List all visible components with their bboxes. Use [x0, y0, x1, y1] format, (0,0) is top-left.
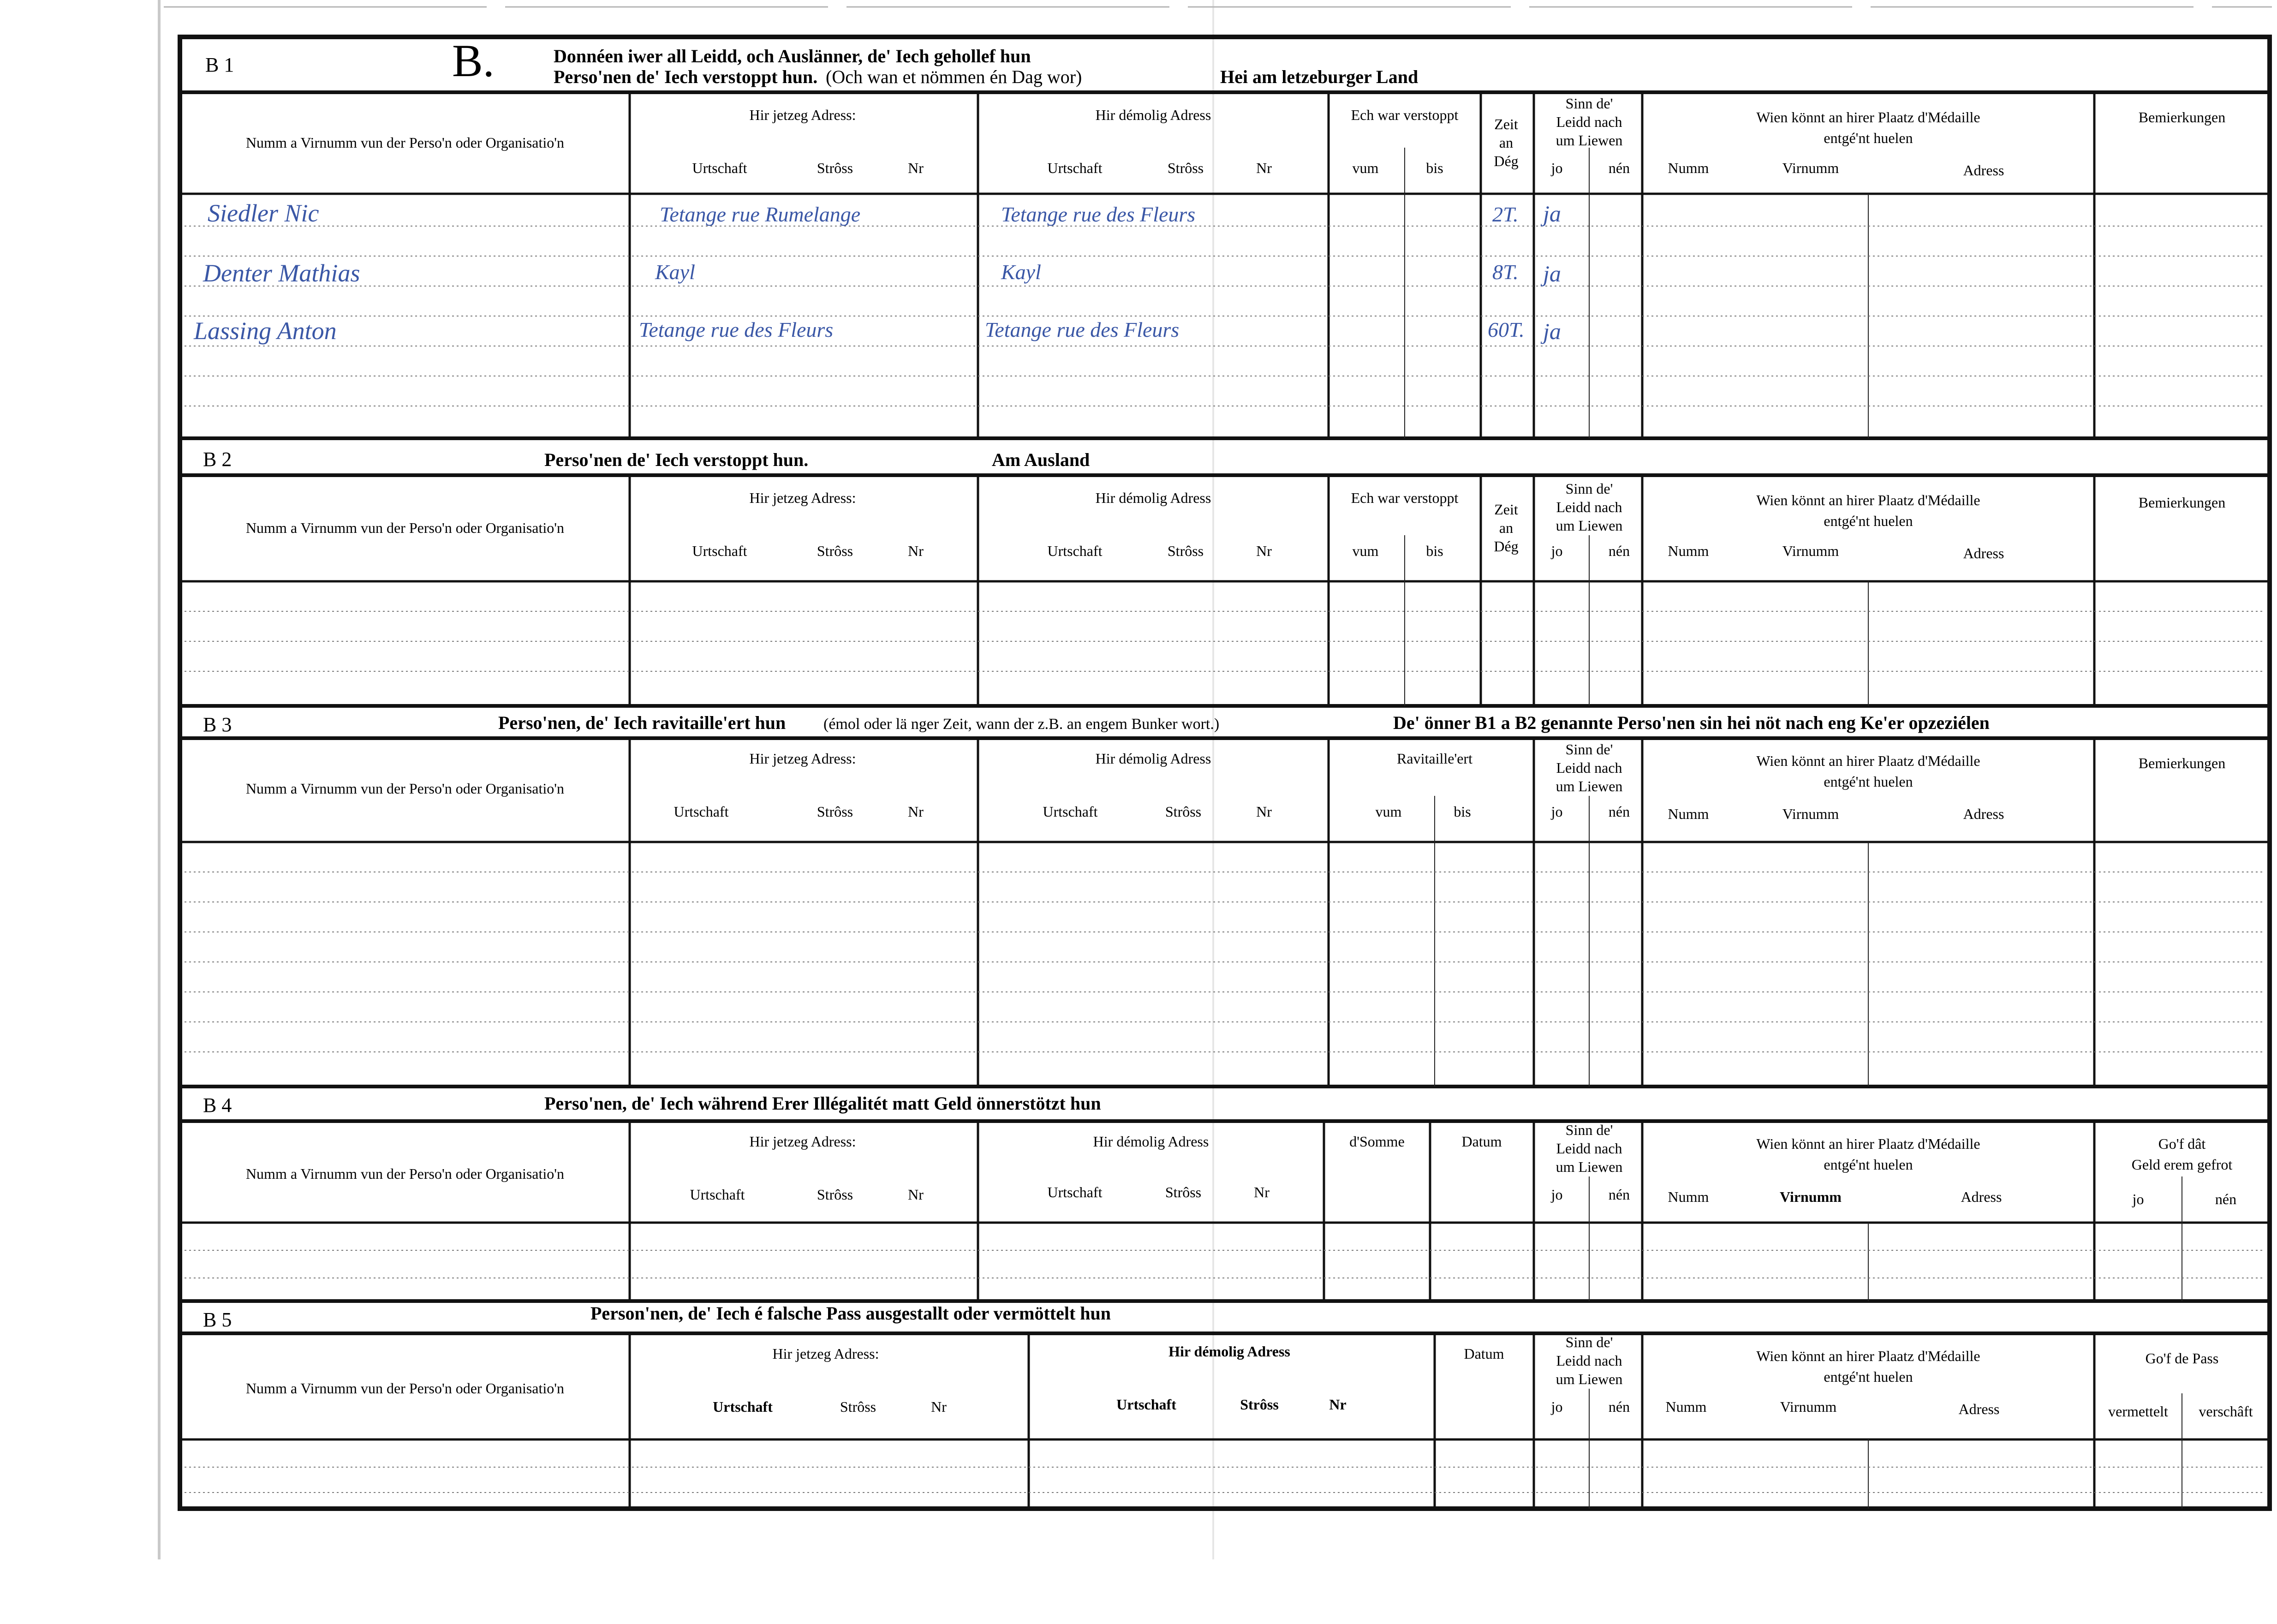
- b1-row1-alive: ja: [1543, 201, 1561, 227]
- b2-sinn-header-2: Leidd nach: [1556, 499, 1622, 515]
- b5-datum-header: Datum: [1464, 1345, 1504, 1362]
- b4-medal-header-2: entgé'nt huelen: [1824, 1156, 1913, 1173]
- b1-section-letter: B.: [452, 35, 495, 86]
- b4-name-header: Numm a Virnumm vun der Perso'n oder Organisatio'n: [245, 1165, 565, 1182]
- b3-adress-header: Adress: [1963, 806, 2004, 822]
- b3-numm-header: Numm: [1668, 806, 1709, 822]
- b5-sinn-header-2: Leidd nach: [1556, 1352, 1622, 1369]
- b1-row1-zeit: 2T.: [1492, 203, 1519, 226]
- b1-title-line2: Perso'nen de' Iech verstoppt hun.: [554, 66, 818, 87]
- b4-former-nr-header: Nr: [1254, 1184, 1270, 1200]
- b5-virnumm-header: Virnumm: [1780, 1398, 1837, 1415]
- b5-pass-verschaft-header: verschâft: [2199, 1403, 2253, 1420]
- b3-medal-header-1: Wien könnt an hirer Plaatz d'Médaille: [1756, 752, 1980, 769]
- b3-ravit-header: Ravitaille'ert: [1397, 750, 1472, 767]
- b4-medal-header-1: Wien könnt an hirer Plaatz d'Médaille: [1756, 1135, 1980, 1152]
- b2-remarks-header: Bemierkungen: [2138, 494, 2226, 511]
- b2-nen-header: nén: [1608, 543, 1630, 559]
- b2-adress-header: Adress: [1963, 545, 2004, 561]
- b3-sinn-header-2: Leidd nach: [1556, 759, 1622, 776]
- b5-current-address-header: Hir jetzeg Adress:: [772, 1345, 879, 1362]
- b2-zeit-header-3: Dég: [1494, 538, 1519, 555]
- b4-nen-header: nén: [1608, 1186, 1630, 1203]
- b3-former-strooss-header: Strôss: [1165, 803, 1202, 820]
- b5-name-header: Numm a Virnumm vun der Perso'n oder Organisatio'n: [245, 1380, 565, 1397]
- b2-vum-header: vum: [1352, 543, 1379, 559]
- b2-urtschaft-header: Urtschaft: [692, 543, 747, 559]
- b3-bis-header: bis: [1454, 803, 1471, 820]
- b3-former-nr-header: Nr: [1256, 803, 1272, 820]
- b1-name-header: Numm a Virnumm vun der Perso'n oder Organisatio'n: [245, 134, 565, 151]
- b5-medal-header-1: Wien könnt an hirer Plaatz d'Médaille: [1756, 1348, 1980, 1364]
- b1-zeit-header-3: Dég: [1494, 153, 1519, 169]
- b5-adress-header: Adress: [1958, 1401, 2000, 1417]
- b1-row2-former: Kayl: [1001, 260, 1041, 284]
- b4-numm-header: Numm: [1668, 1188, 1709, 1205]
- b4-former-address-header: Hir démolig Adress: [1093, 1133, 1209, 1150]
- b1-hidden-header: Ech war verstoppt: [1351, 107, 1459, 123]
- b5-former-urtschaft-header: Urtschaft: [1116, 1396, 1176, 1413]
- b4-former-urtschaft-header: Urtschaft: [1047, 1184, 1103, 1200]
- b2-former-nr-header: Nr: [1256, 543, 1272, 559]
- b3-former-address-header: Hir démolig Adress: [1095, 750, 1211, 767]
- b1-vum-header: vum: [1352, 160, 1379, 176]
- b3-name-header: Numm a Virnumm vun der Perso'n oder Organisatio'n: [245, 780, 565, 797]
- b2-zeit-header-1: Zeit: [1494, 501, 1518, 518]
- b2-bis-header: bis: [1426, 543, 1443, 559]
- b5-title: Person'nen, de' Iech é falsche Pass ausgestallt oder vermöttelt hun: [590, 1303, 1111, 1324]
- b4-gof-header-2: Geld erem gefrot: [2131, 1156, 2233, 1173]
- b2-sinn-header-3: um Liewen: [1556, 517, 1623, 534]
- b2-strooss-header: Strôss: [817, 543, 853, 559]
- b5-nr-header: Nr: [931, 1398, 947, 1415]
- b1-zeit-header-1: Zeit: [1494, 116, 1518, 132]
- b1-row1-former: Tetange rue des Fleurs: [1001, 203, 1196, 226]
- b1-strooss-header: Strôss: [817, 160, 853, 176]
- b4-datum-header: Datum: [1461, 1133, 1502, 1150]
- b5-sinn-header-3: um Liewen: [1556, 1371, 1623, 1387]
- b4-current-address-header: Hir jetzeg Adress:: [749, 1133, 856, 1150]
- b2-former-address-header: Hir démolig Adress: [1095, 490, 1211, 506]
- b2-current-address-header: Hir jetzeg Adress:: [749, 490, 856, 506]
- b1-row2-zeit: 8T.: [1492, 260, 1519, 284]
- b1-row3-current: Tetange rue des Fleurs: [639, 318, 834, 341]
- b4-sinn-header-3: um Liewen: [1556, 1158, 1623, 1175]
- b2-sinn-header-1: Sinn de': [1565, 480, 1613, 497]
- b1-row1-name: Siedler Nic: [208, 199, 319, 227]
- b1-title-extra: (Och wan et nömmen én Dag wor): [826, 66, 1082, 87]
- b1-zeit-header-2: an: [1499, 134, 1514, 151]
- b4-nr-header: Nr: [908, 1186, 924, 1203]
- b2-section-code: B 2: [203, 448, 232, 471]
- b3-current-address-header: Hir jetzeg Adress:: [749, 750, 856, 767]
- b5-former-address-header: Hir démolig Adress: [1168, 1343, 1290, 1360]
- b5-pass-vermettelt-header: vermettelt: [2108, 1403, 2168, 1420]
- b4-former-strooss-header: Strôss: [1165, 1184, 1202, 1200]
- b4-gof-nen-header: nén: [2215, 1191, 2237, 1207]
- b1-row2-name: Denter Mathias: [203, 259, 360, 287]
- b4-urtschaft-header: Urtschaft: [690, 1186, 745, 1203]
- b1-row3-former: Tetange rue des Fleurs: [985, 318, 1180, 341]
- b3-sinn-header-1: Sinn de': [1565, 741, 1613, 758]
- b1-section-code: B 1: [205, 54, 234, 76]
- b2-jo-header: jo: [1551, 543, 1563, 559]
- b2-nr-header: Nr: [908, 543, 924, 559]
- b4-strooss-header: Strôss: [817, 1186, 853, 1203]
- b2-former-urtschaft-header: Urtschaft: [1047, 543, 1103, 559]
- b2-zeit-header-2: an: [1499, 519, 1514, 536]
- b4-title: Perso'nen, de' Iech während Erer Illégalitét matt Geld önnerstötzt hun: [544, 1093, 1101, 1114]
- b4-adress-header: Adress: [1961, 1188, 2002, 1205]
- b3-virnumm-header: Virnumm: [1782, 806, 1839, 822]
- b1-title-place: Hei am letzeburger Land: [1220, 66, 1419, 87]
- b1-sinn-header-2: Leidd nach: [1556, 113, 1622, 130]
- b1-sinn-header-1: Sinn de': [1565, 95, 1613, 112]
- b5-former-strooss-header: Strôss: [1240, 1396, 1279, 1413]
- b5-nen-header: nén: [1608, 1398, 1630, 1415]
- b4-jo-header: jo: [1551, 1186, 1563, 1203]
- b5-section-code: B 5: [203, 1308, 232, 1331]
- b4-gof-jo-header: jo: [2132, 1191, 2144, 1207]
- b1-current-address-header: Hir jetzeg Adress:: [749, 107, 856, 123]
- b2-name-header: Numm a Virnumm vun der Perso'n oder Organisatio'n: [245, 519, 565, 536]
- b3-urtschaft-header: Urtschaft: [674, 803, 729, 820]
- b3-sinn-header-3: um Liewen: [1556, 778, 1623, 794]
- b1-bis-header: bis: [1426, 160, 1443, 176]
- b1-nen-header: nén: [1608, 160, 1630, 176]
- b2-medal-header-1: Wien könnt an hirer Plaatz d'Médaille: [1756, 492, 1980, 508]
- b5-numm-header: Numm: [1665, 1398, 1707, 1415]
- b1-sinn-header-3: um Liewen: [1556, 132, 1623, 149]
- b4-sinn-header-1: Sinn de': [1565, 1122, 1613, 1138]
- b1-adress-header: Adress: [1963, 162, 2004, 179]
- b5-former-nr-header: Nr: [1329, 1396, 1347, 1413]
- b2-numm-header: Numm: [1668, 543, 1709, 559]
- b4-sinn-header-2: Leidd nach: [1556, 1140, 1622, 1157]
- b5-medal-header-2: entgé'nt huelen: [1824, 1368, 1913, 1385]
- b1-row3-alive: ja: [1543, 318, 1561, 344]
- b5-jo-header: jo: [1551, 1398, 1563, 1415]
- b3-nen-header: nén: [1608, 803, 1630, 820]
- b4-virnumm-header: Virnumm: [1780, 1188, 1842, 1205]
- b2-virnumm-header: Virnumm: [1782, 543, 1839, 559]
- b1-row2-current: Kayl: [655, 260, 695, 284]
- b1-medal-header-1: Wien könnt an hirer Plaatz d'Médaille: [1756, 109, 1980, 125]
- b1-row2-alive: ja: [1543, 261, 1561, 287]
- b3-title-note: De' önner B1 a B2 genannte Perso'nen sin hei nöt nach eng Ke'er opzeziélen: [1393, 712, 1990, 733]
- b5-sinn-header-1: Sinn de': [1565, 1334, 1613, 1350]
- b2-former-strooss-header: Strôss: [1167, 543, 1204, 559]
- b3-nr-header: Nr: [908, 803, 924, 820]
- b2-title: Perso'nen de' Iech verstoppt hun.: [544, 449, 809, 470]
- b4-somme-header: d'Somme: [1349, 1133, 1405, 1150]
- b5-strooss-header: Strôss: [840, 1398, 876, 1415]
- b4-section-code: B 4: [203, 1094, 232, 1116]
- b2-title-place: Am Ausland: [992, 449, 1090, 470]
- b3-jo-header: jo: [1551, 803, 1563, 820]
- b3-section-code: B 3: [203, 713, 232, 736]
- b1-numm-header: Numm: [1668, 160, 1709, 176]
- b3-vum-header: vum: [1375, 803, 1402, 820]
- b1-row3-zeit: 60T.: [1488, 318, 1525, 341]
- b3-remarks-header: Bemierkungen: [2138, 755, 2226, 771]
- b1-former-address-header: Hir démolig Adress: [1095, 107, 1211, 123]
- b3-title: Perso'nen, de' Iech ravitaille'ert hun: [498, 712, 786, 733]
- b1-medal-header-2: entgé'nt huelen: [1824, 130, 1913, 146]
- b2-hidden-header: Ech war verstoppt: [1351, 490, 1459, 506]
- b3-medal-header-2: entgé'nt huelen: [1824, 773, 1913, 790]
- b1-former-strooss-header: Strôss: [1167, 160, 1204, 176]
- b4-gof-header-1: Go'f dât: [2158, 1135, 2206, 1152]
- b3-former-urtschaft-header: Urtschaft: [1043, 803, 1098, 820]
- b1-nr-header: Nr: [908, 160, 924, 176]
- b1-row3-name: Lassing Anton: [194, 317, 337, 345]
- b1-jo-header: jo: [1551, 160, 1563, 176]
- b2-medal-header-2: entgé'nt huelen: [1824, 513, 1913, 529]
- b1-virnumm-header: Virnumm: [1782, 160, 1839, 176]
- b1-former-nr-header: Nr: [1256, 160, 1272, 176]
- b1-remarks-header: Bemierkungen: [2138, 109, 2226, 125]
- b1-former-urtschaft-header: Urtschaft: [1047, 160, 1103, 176]
- b5-pass-header: Go'f de Pass: [2145, 1350, 2219, 1367]
- b5-urtschaft-header: Urtschaft: [713, 1398, 773, 1415]
- b1-urtschaft-header: Urtschaft: [692, 160, 747, 176]
- b1-row1-current: Tetange rue Rumelange: [660, 203, 861, 226]
- b1-title-line1: Donnéen iwer all Leidd, och Auslänner, de' Iech gehollef hun: [554, 46, 1031, 66]
- b3-strooss-header: Strôss: [817, 803, 853, 820]
- b3-title-extra: (émol oder lä nger Zeit, wann der z.B. an engem Bunker wort.): [823, 716, 1220, 733]
